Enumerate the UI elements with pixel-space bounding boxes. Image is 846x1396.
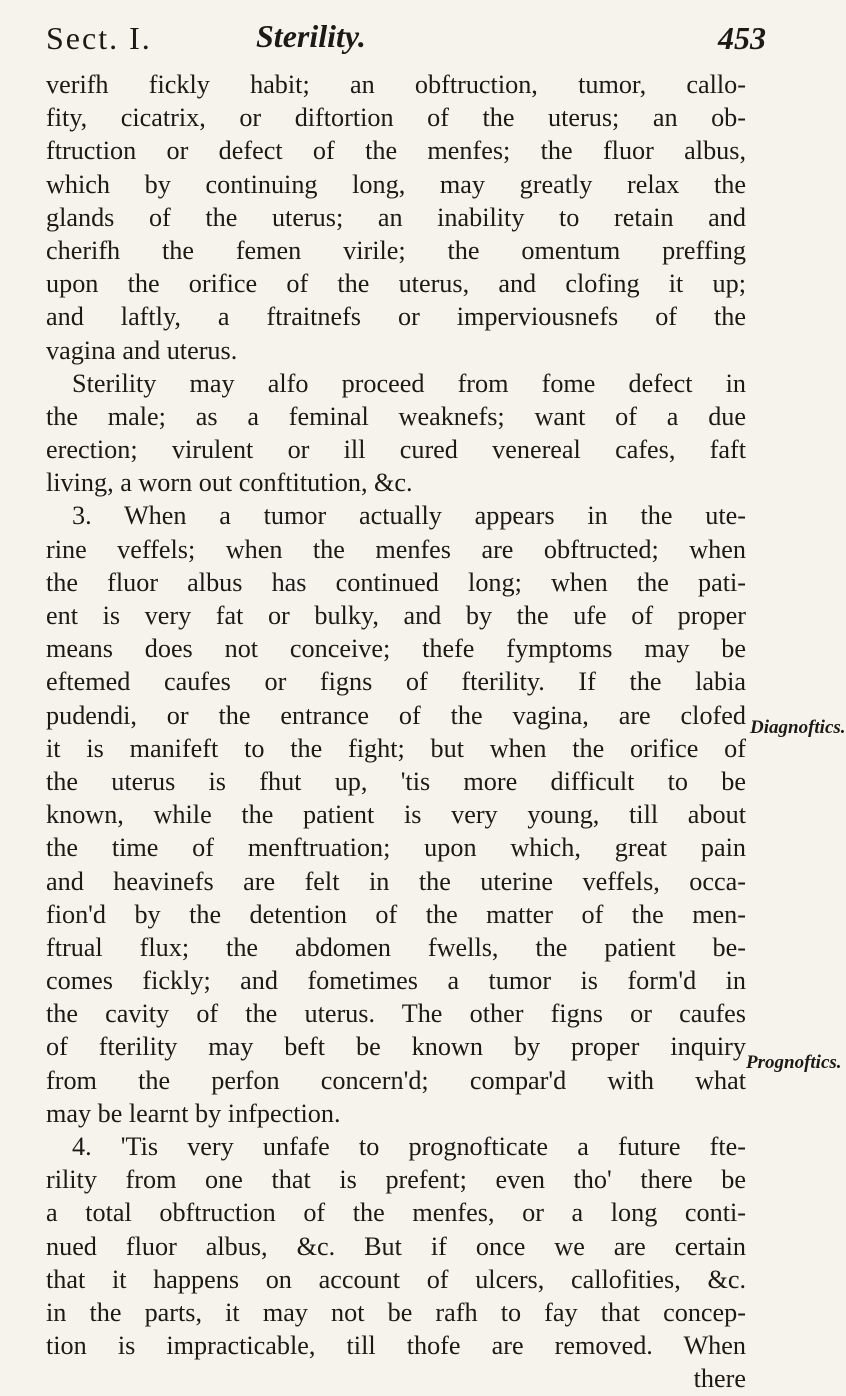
text-line: Sterility may alfo proceed from fome defect in: [72, 368, 746, 398]
text-line: from the perfon concern'd; compar'd with what: [46, 1065, 746, 1095]
body-text: [46, 68, 746, 1396]
text-line: the male; as a feminal weaknefs; want of a due: [46, 401, 746, 431]
text-line: rility from one that is prefent; even tho' there be: [46, 1165, 746, 1195]
text-line: verifh fickly habit; an obftruction, tumor, callo-: [46, 70, 746, 99]
margin-note-prognostics: Prognoftics.: [746, 1052, 842, 1073]
text-line: ftruction or defect of the menfes; the fluor albus,: [46, 136, 746, 166]
text-line: of fterility may beft be known by proper inquiry: [46, 1032, 746, 1062]
text-line: glands of the uterus; an inability to retain and: [46, 202, 746, 232]
text-line: erection; virulent or ill cured venereal cafes, faft: [46, 435, 746, 465]
text-line: may be learnt by infpection.: [46, 1098, 341, 1128]
text-line: rine veffels; when the menfes are obftructed; when: [46, 534, 746, 564]
text-line: that it happens on account of ulcers, callofities, &c.: [46, 1264, 746, 1294]
running-title: Sterility.: [256, 18, 366, 54]
text-line: means does not conceive; thefe fymptoms may be: [46, 634, 746, 664]
text-line: eftemed caufes or figns of fterility. If the labia: [46, 667, 746, 697]
text-line: the cavity of the uterus. The other figns or caufes: [46, 999, 746, 1029]
text-line: fion'd by the detention of the matter of the men-: [46, 899, 746, 929]
text-line: in the parts, it may not be rafh to fay that concep-: [46, 1297, 746, 1327]
text-line: pudendi, or the entrance of the vagina, are clofed: [46, 700, 746, 730]
page-number: 453: [718, 20, 766, 56]
text-line: 3. When a tumor actually appears in the ute-: [72, 501, 746, 531]
text-line: which by continuing long, may greatly relax the: [46, 169, 746, 199]
text-line: it is manifeft to the fight; but when the orifice of: [46, 733, 746, 763]
text-line: known, while the patient is very young, till about: [46, 800, 746, 830]
text-line: tion is impracticable, till thofe are removed. When: [46, 1331, 746, 1361]
text-line: the fluor albus has continued long; when the pati-: [46, 567, 746, 597]
text-line: a total obftruction of the menfes, or a long conti-: [46, 1198, 746, 1228]
text-line: upon the orifice of the uterus, and clofing it up;: [46, 269, 746, 299]
text-line: vagina and uterus.: [46, 335, 238, 365]
text-line: fity, cicatrix, or diftortion of the uterus; an ob-: [46, 103, 746, 133]
running-head: [46, 10, 766, 70]
section-label: Sect. I.: [46, 20, 152, 56]
text-line: cherifh the femen virile; the omentum preffing: [46, 235, 746, 265]
text-line: 4. 'Tis very unfafe to prognofticate a future fte-: [72, 1132, 746, 1161]
text-line: the uterus is fhut up, 'tis more difficult to be: [46, 766, 746, 796]
text-line: ftrual flux; the abdomen fwells, the patient be-: [46, 932, 746, 962]
text-line: comes fickly; and fometimes a tumor is form'd in: [46, 966, 746, 996]
text-line: living, a worn out conftitution, &c.: [46, 468, 413, 498]
text-line: the time of menftruation; upon which, great pain: [46, 833, 746, 863]
margin-note-diagnostics: Diagnoftics.: [750, 717, 846, 738]
text-line: ent is very fat or bulky, and by the ufe of proper: [46, 601, 746, 630]
catchword: there: [693, 1364, 746, 1394]
text-line: and heavinefs are felt in the uterine veffels, occa-: [46, 866, 746, 896]
text-line: and laftly, a ftraitnefs or imperviousnefs of the: [46, 302, 746, 332]
text-line: nued fluor albus, &c. But if once we are certain: [46, 1231, 746, 1261]
